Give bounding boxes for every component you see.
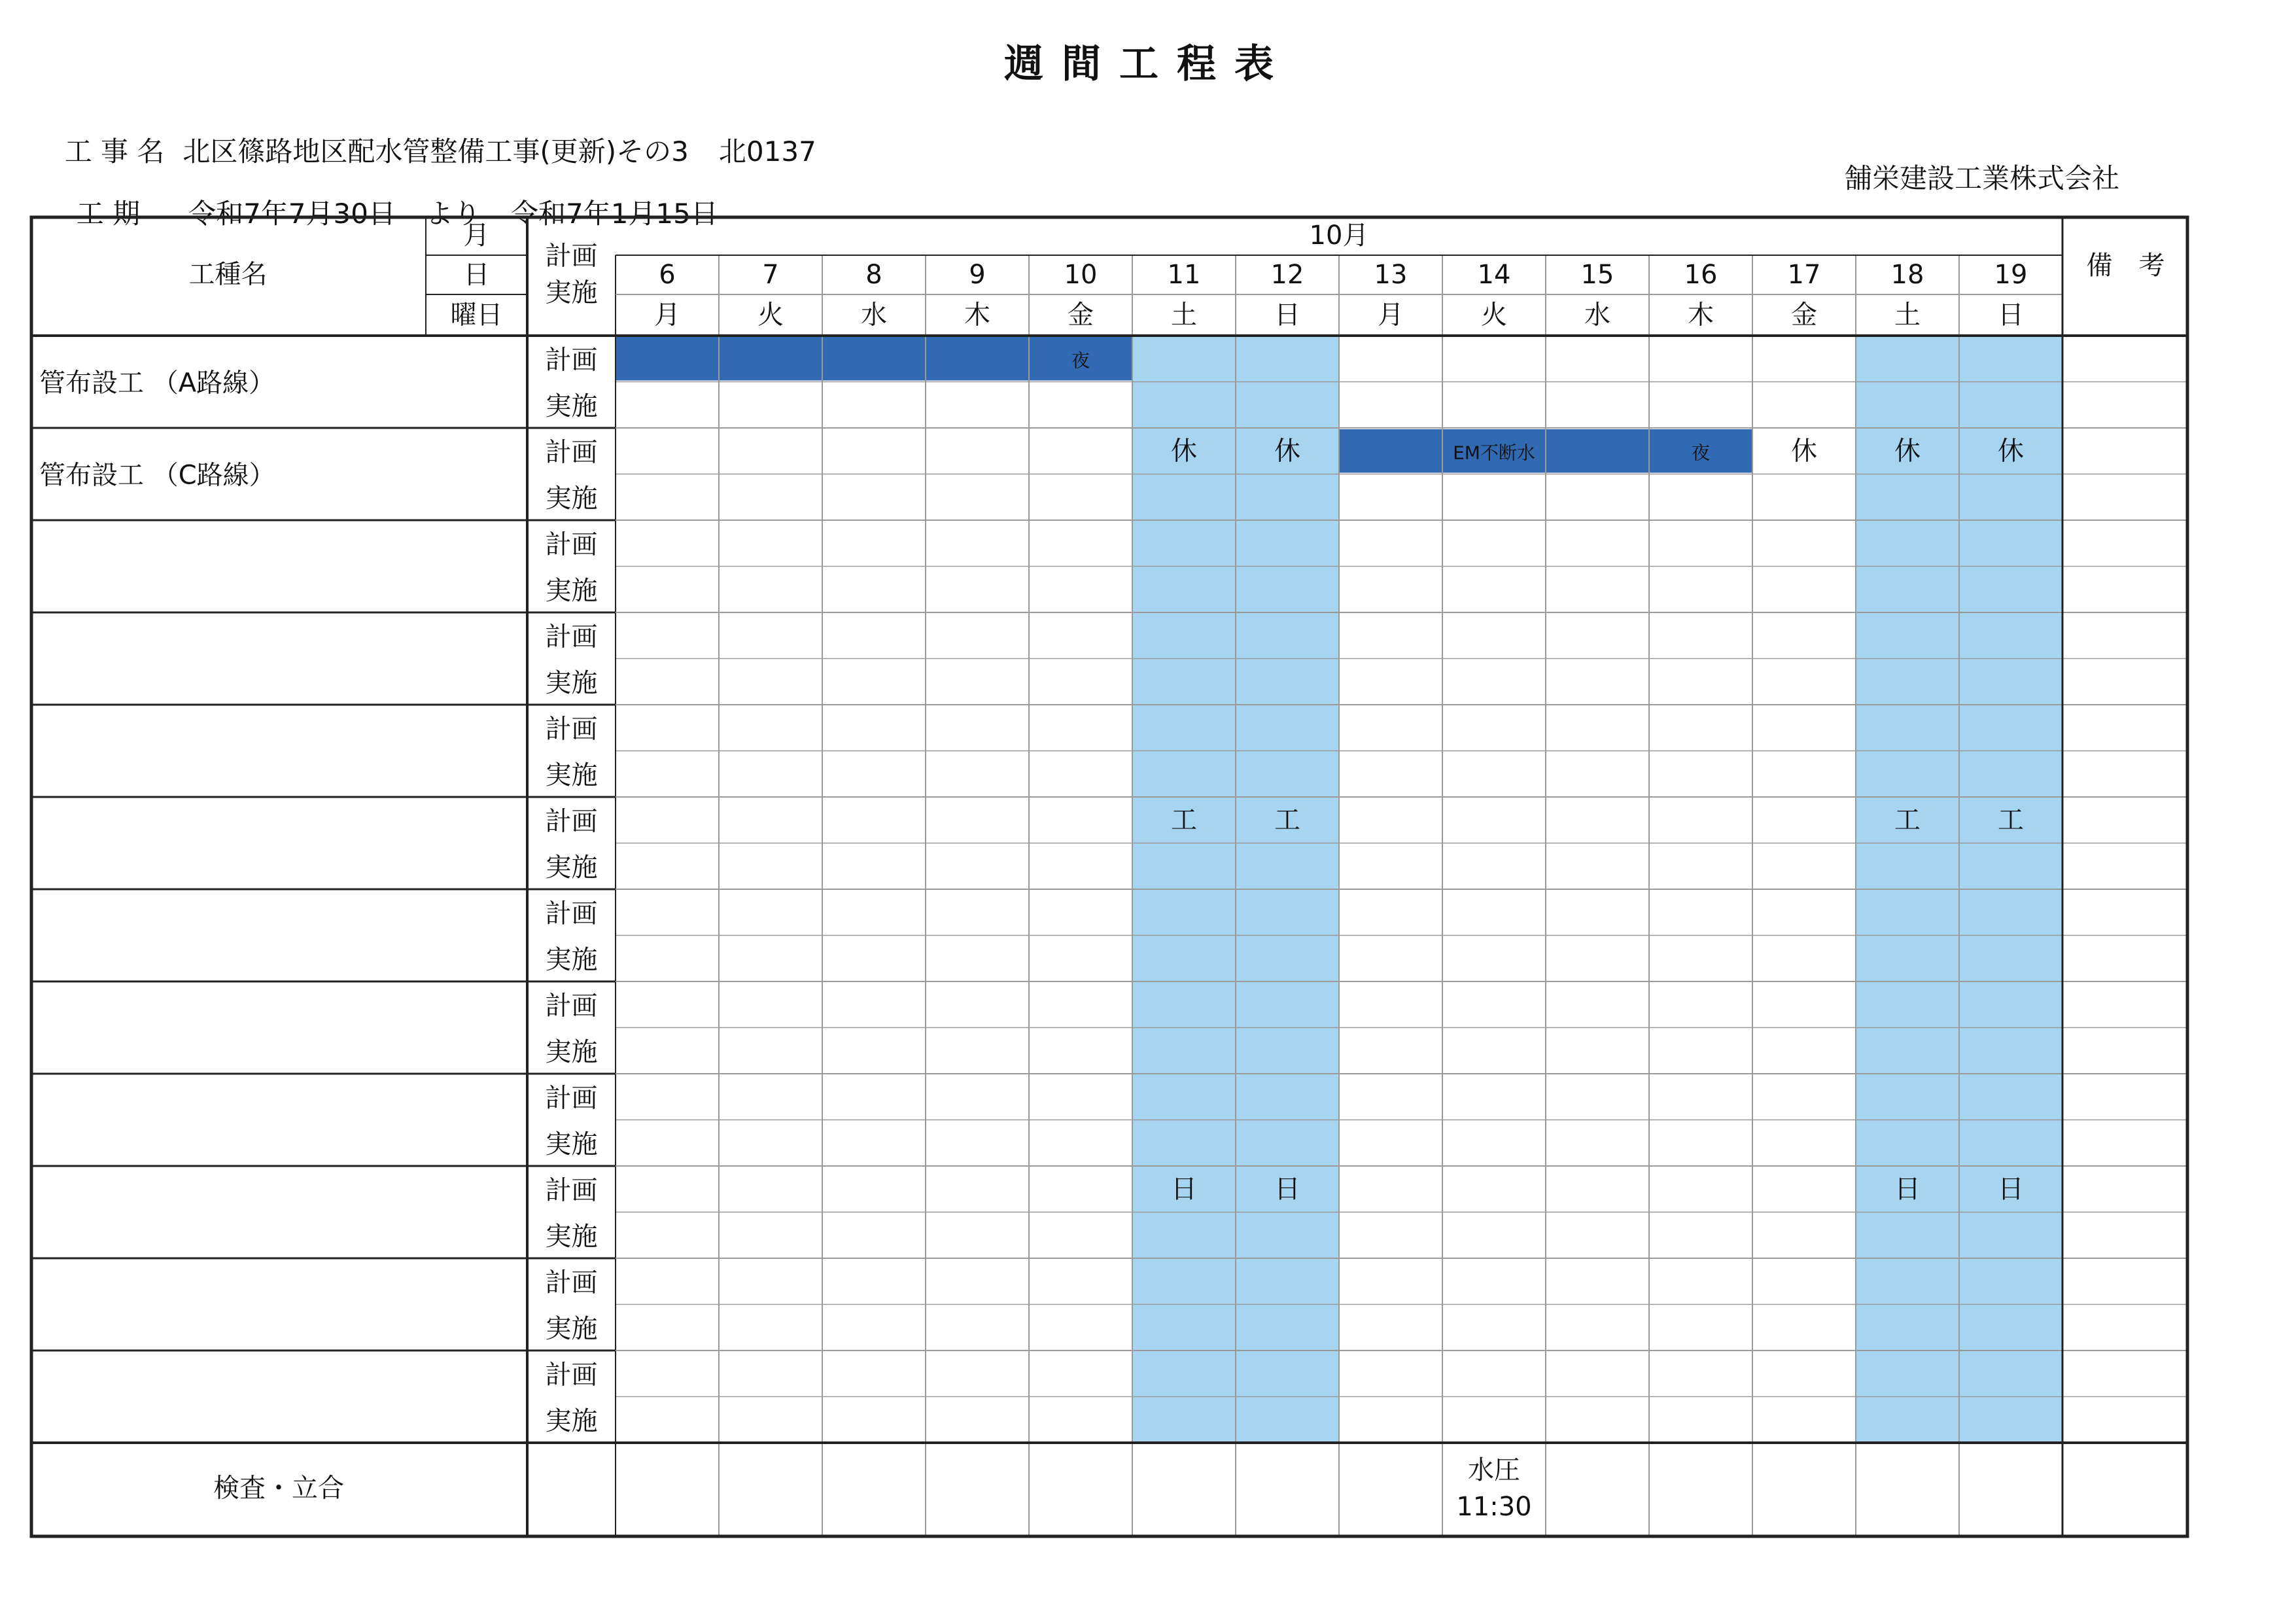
plan-label: 計画 — [545, 1360, 598, 1390]
weekday-cell: 木 — [1688, 300, 1714, 330]
project-label: 工 事 名 — [64, 135, 165, 168]
weekday-cell: 月 — [1378, 300, 1404, 330]
work-type-name: 管布設工 （A路線） — [39, 368, 275, 398]
project-name: 北区篠路地区配水管整備工事(更新)その3 — [183, 135, 689, 168]
plan-label: 計画 — [545, 1083, 598, 1114]
plan-mark: 工 — [1171, 805, 1197, 836]
weekday-label-header: 曜日 — [450, 300, 503, 330]
weekday-cell: 月 — [654, 300, 680, 330]
day-number: 18 — [1890, 260, 1924, 290]
actual-label: 実施 — [545, 391, 598, 421]
day-number: 13 — [1374, 260, 1408, 290]
day-number: 8 — [865, 260, 882, 290]
remarks-header: 備 考 — [2086, 251, 2165, 281]
actual-label: 実施 — [545, 1221, 598, 1252]
actual-label: 実施 — [545, 667, 598, 698]
actual-label: 実施 — [545, 483, 598, 514]
plan-mark: 休 — [1274, 436, 1300, 467]
plan-bar — [616, 337, 1132, 381]
actual-label: 実施 — [545, 944, 598, 975]
weekday-cell: 水 — [861, 300, 887, 330]
period-label: 工 期 — [76, 198, 141, 230]
plan-bar-label: EM不断水 — [1453, 442, 1535, 464]
schedule-table — [30, 216, 2189, 1544]
actual-label: 実施 — [545, 852, 598, 883]
period-start: 令和7年7月30日 — [188, 198, 396, 230]
plan-mark: 工 — [1894, 805, 1921, 836]
plan-bar-label: 夜 — [1691, 442, 1711, 464]
plan-label: 計画 — [545, 1175, 598, 1206]
schedule-grid — [30, 216, 2189, 1544]
plan-label: 計画 — [545, 898, 598, 929]
company-name: 舗栄建設工業株式会社 — [1845, 162, 2120, 194]
weekday-cell: 水 — [1584, 300, 1610, 330]
actual-label: 実施 — [545, 1036, 598, 1067]
period-from: より — [425, 198, 481, 230]
project-code: 北0137 — [718, 135, 816, 168]
plan-mark: 日 — [1998, 1174, 2024, 1205]
plan-label: 計画 — [545, 991, 598, 1021]
plan-mark: 日 — [1894, 1174, 1921, 1205]
plan-label: 計画 — [545, 1267, 598, 1298]
plan-mark: 工 — [1998, 805, 2024, 836]
weekday-cell: 土 — [1894, 300, 1921, 330]
plan-actual-header: 計画 — [545, 241, 598, 272]
work-type-name: 管布設工 （C路線） — [39, 460, 275, 491]
weekday-cell: 土 — [1171, 300, 1197, 330]
actual-label: 実施 — [545, 760, 598, 790]
inspection-label: 検査・立合 — [213, 1473, 344, 1504]
plan-label: 計画 — [545, 345, 598, 376]
work-type-header: 工種名 — [188, 259, 268, 290]
day-number: 17 — [1787, 260, 1821, 290]
weekday-cell: 金 — [1791, 300, 1817, 330]
period-end: 令和7年1月15日 — [510, 198, 718, 230]
plan-mark: 休 — [1171, 436, 1197, 467]
day-number: 9 — [969, 260, 986, 290]
plan-mark: 日 — [1171, 1174, 1197, 1205]
day-number: 7 — [762, 260, 779, 290]
weekday-cell: 木 — [964, 300, 990, 330]
month-label-header: 月 — [463, 221, 490, 251]
actual-label: 実施 — [545, 1129, 598, 1159]
day-label-header: 日 — [463, 260, 490, 290]
plan-label: 計画 — [545, 806, 598, 837]
day-number: 11 — [1167, 260, 1201, 290]
inspection-entry: 水圧 — [1468, 1455, 1520, 1485]
plan-bar-label: 夜 — [1071, 349, 1090, 372]
plan-mark: 工 — [1274, 805, 1300, 836]
plan-label: 計画 — [545, 529, 598, 560]
day-number: 6 — [659, 260, 676, 290]
weekday-cell: 日 — [1274, 300, 1300, 330]
weekday-cell: 火 — [757, 300, 784, 330]
weekday-cell: 金 — [1068, 300, 1094, 330]
plan-mark: 休 — [1894, 436, 1921, 467]
actual-label: 実施 — [545, 1405, 598, 1436]
day-number: 16 — [1684, 260, 1718, 290]
month-header: 10月 — [1309, 221, 1369, 251]
day-number: 10 — [1064, 260, 1098, 290]
plan-label: 計画 — [545, 622, 598, 652]
plan-mark: 休 — [1791, 436, 1817, 467]
weekday-cell: 火 — [1481, 300, 1507, 330]
day-number: 19 — [1994, 260, 2028, 290]
plan-mark: 休 — [1998, 436, 2024, 467]
plan-actual-header: 実施 — [545, 277, 598, 308]
project-line — [47, 98, 816, 169]
weekday-cell: 日 — [1998, 300, 2024, 330]
inspection-time: 11:30 — [1456, 1492, 1532, 1522]
plan-label: 計画 — [545, 437, 598, 468]
plan-mark: 日 — [1274, 1174, 1300, 1205]
day-number: 14 — [1477, 260, 1511, 290]
document-title: 週間工程表 — [1004, 41, 1292, 87]
day-number: 12 — [1270, 260, 1304, 290]
actual-label: 実施 — [545, 575, 598, 606]
plan-label: 計画 — [545, 714, 598, 745]
day-number: 15 — [1580, 260, 1614, 290]
actual-label: 実施 — [545, 1313, 598, 1344]
